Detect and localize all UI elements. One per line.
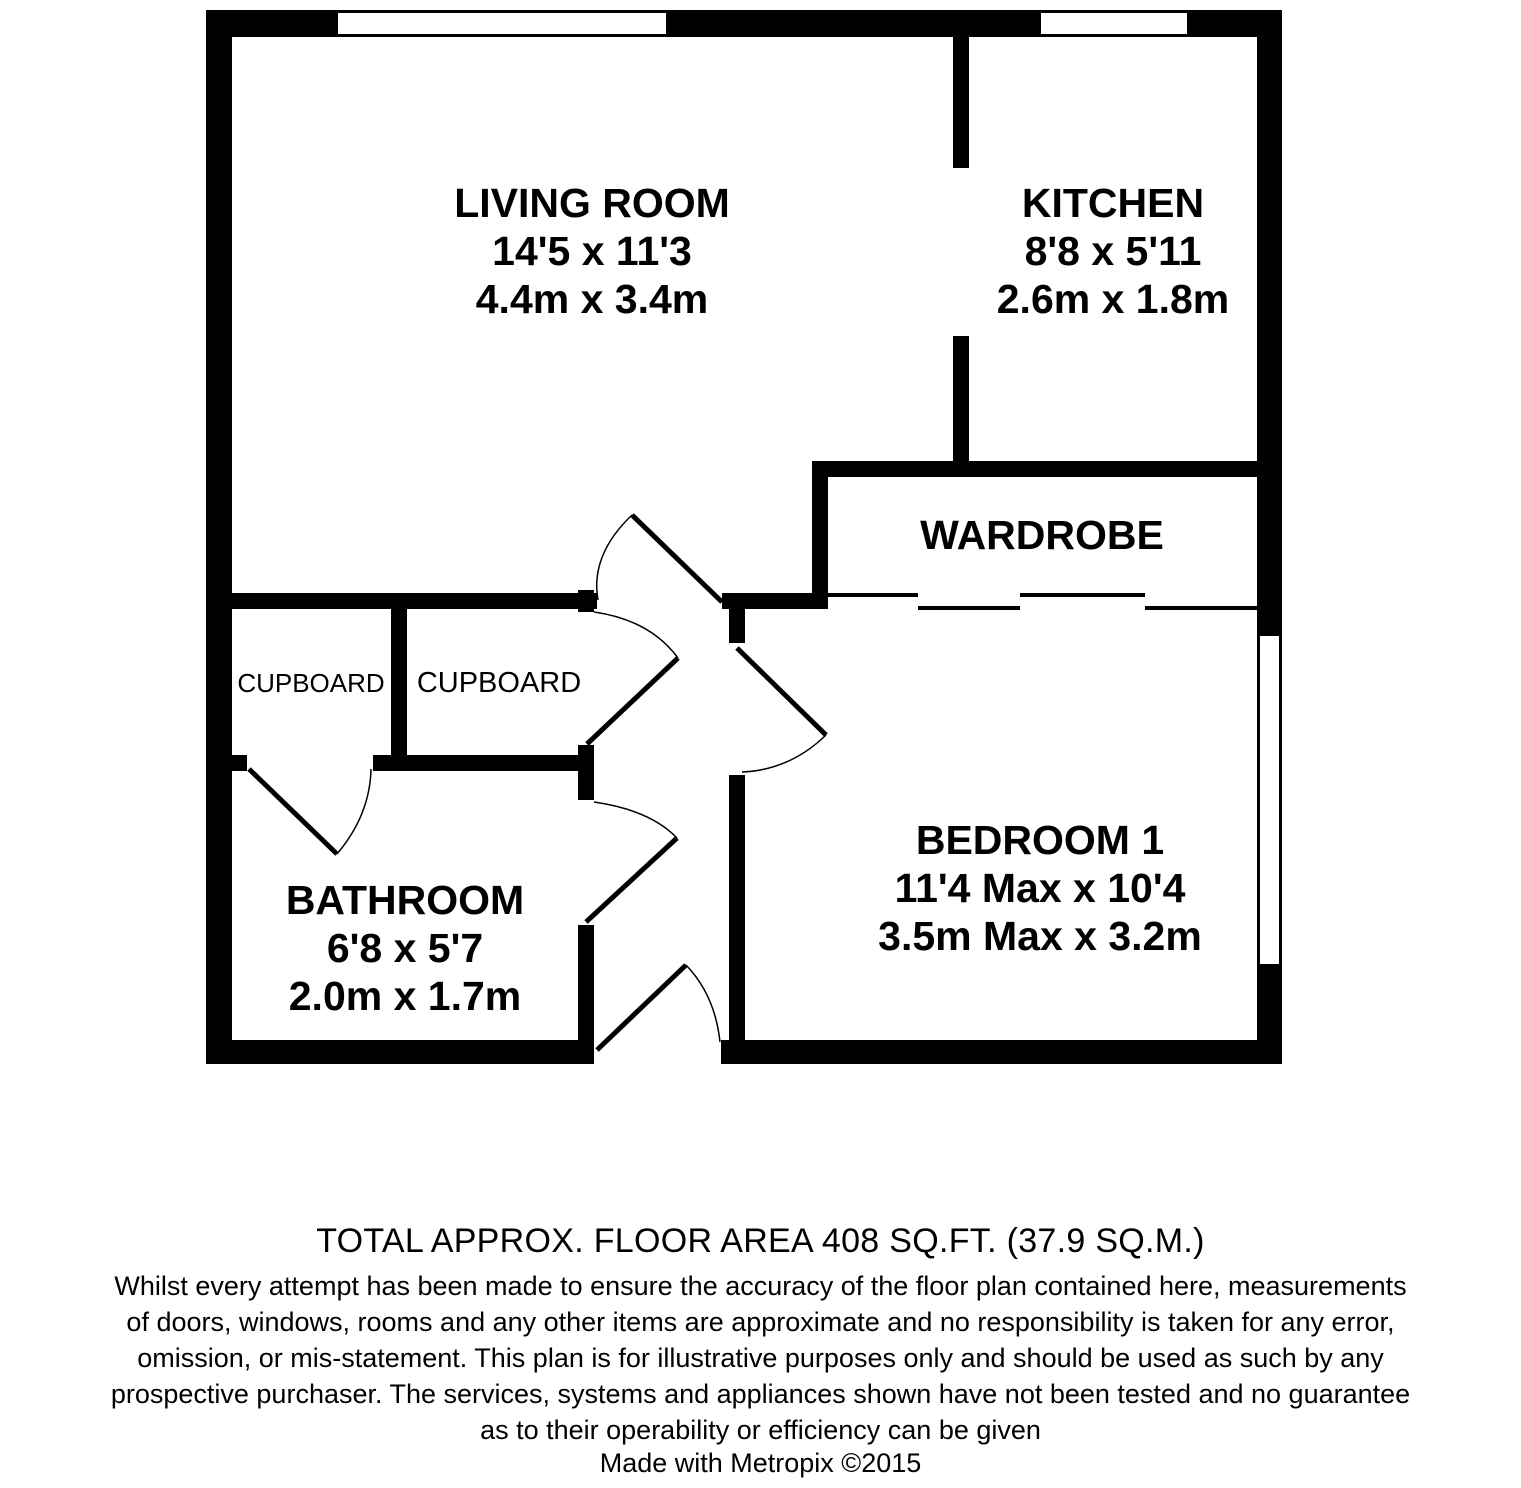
bedroom-door [737, 648, 826, 735]
cupboard-right-door [587, 658, 678, 744]
wall-kitchen-wardrobe [812, 461, 1259, 477]
kitchen-imperial: 8'8 x 5'11 [1024, 228, 1202, 274]
entrance-door [597, 965, 686, 1050]
disclaimer-line: prospective purchaser. The services, systems and appliances shown have not been tested and no guarantee [110, 1379, 1411, 1409]
bathroom-imperial: 6'8 x 5'7 [326, 925, 484, 971]
kitchen-name: KITCHEN [1021, 180, 1205, 226]
wall-bedroom-left-stub [729, 593, 745, 643]
wall-bottom-right [721, 1040, 1282, 1064]
disclaimer-line: omission, or mis-statement. This plan is for illustrative purposes only and should be used as such by any [137, 1343, 1384, 1373]
wall-cupboard-divider [391, 600, 407, 760]
bedroom-label [878, 817, 1202, 959]
disclaimer-line: Whilst every attempt has been made to ensure the accuracy of the floor plan contained here, measurements [114, 1271, 1407, 1301]
cupboard-right-name: CUPBOARD [416, 667, 582, 699]
wall-bathroom-right [578, 925, 594, 1050]
bedroom-window [1259, 635, 1280, 965]
living-room-door [632, 515, 722, 602]
wall-bedroom-left [729, 775, 745, 1045]
wall-living-cupboards [230, 593, 597, 609]
disclaimer-line: of doors, windows, rooms and any other items are approximate and no responsibility is taken for any error, [126, 1307, 1395, 1337]
kitchen-label [997, 180, 1230, 322]
bedroom-name: BEDROOM 1 [915, 817, 1165, 863]
wall-living-kitchen-upper [953, 30, 969, 168]
bedroom-imperial: 11'4 Max x 10'4 [894, 865, 1186, 911]
bathroom-name: BATHROOM [285, 877, 525, 923]
bathroom-label [286, 877, 524, 1019]
living-room-metric: 4.4m x 3.4m [475, 276, 709, 322]
kitchen-metric: 2.6m x 1.8m [996, 276, 1230, 322]
total-floor-area: TOTAL APPROX. FLOOR AREA 408 SQ.FT. (37.9 SQ.M.) [316, 1222, 1205, 1260]
disclaimer [0, 1268, 1521, 1448]
bathroom-door [586, 838, 677, 922]
bedroom-metric: 3.5m Max x 3.2m [878, 913, 1202, 959]
wardrobe-name: WARDROBE [920, 512, 1164, 558]
living-room-window [337, 12, 667, 35]
disclaimer-line: as to their operability or efficiency can be given [480, 1415, 1041, 1445]
wall-wardrobe-left [812, 461, 828, 609]
wall-hall-right-post [578, 590, 594, 612]
wardrobe-sliding-doors [828, 595, 1258, 608]
living-room-name: LIVING ROOM [454, 180, 730, 226]
wall-living-kitchen-lower [953, 336, 969, 466]
kitchen-window [1040, 12, 1188, 35]
wall-cupboard-right-post [578, 745, 594, 800]
wall-left [206, 10, 232, 1064]
cupboard-left-door [249, 769, 337, 854]
metropix-credit: Made with Metropix ©2015 [599, 1448, 922, 1478]
wall-bottom-left [206, 1040, 594, 1064]
living-room-imperial: 14'5 x 11'3 [492, 228, 692, 274]
cupboard-left-name: CUPBOARD [237, 668, 385, 698]
wall-bathroom-left-stub [230, 755, 247, 771]
wall-cupboard-bathroom [373, 755, 594, 771]
living-room-label [454, 180, 730, 322]
bathroom-metric: 2.0m x 1.7m [288, 973, 522, 1019]
